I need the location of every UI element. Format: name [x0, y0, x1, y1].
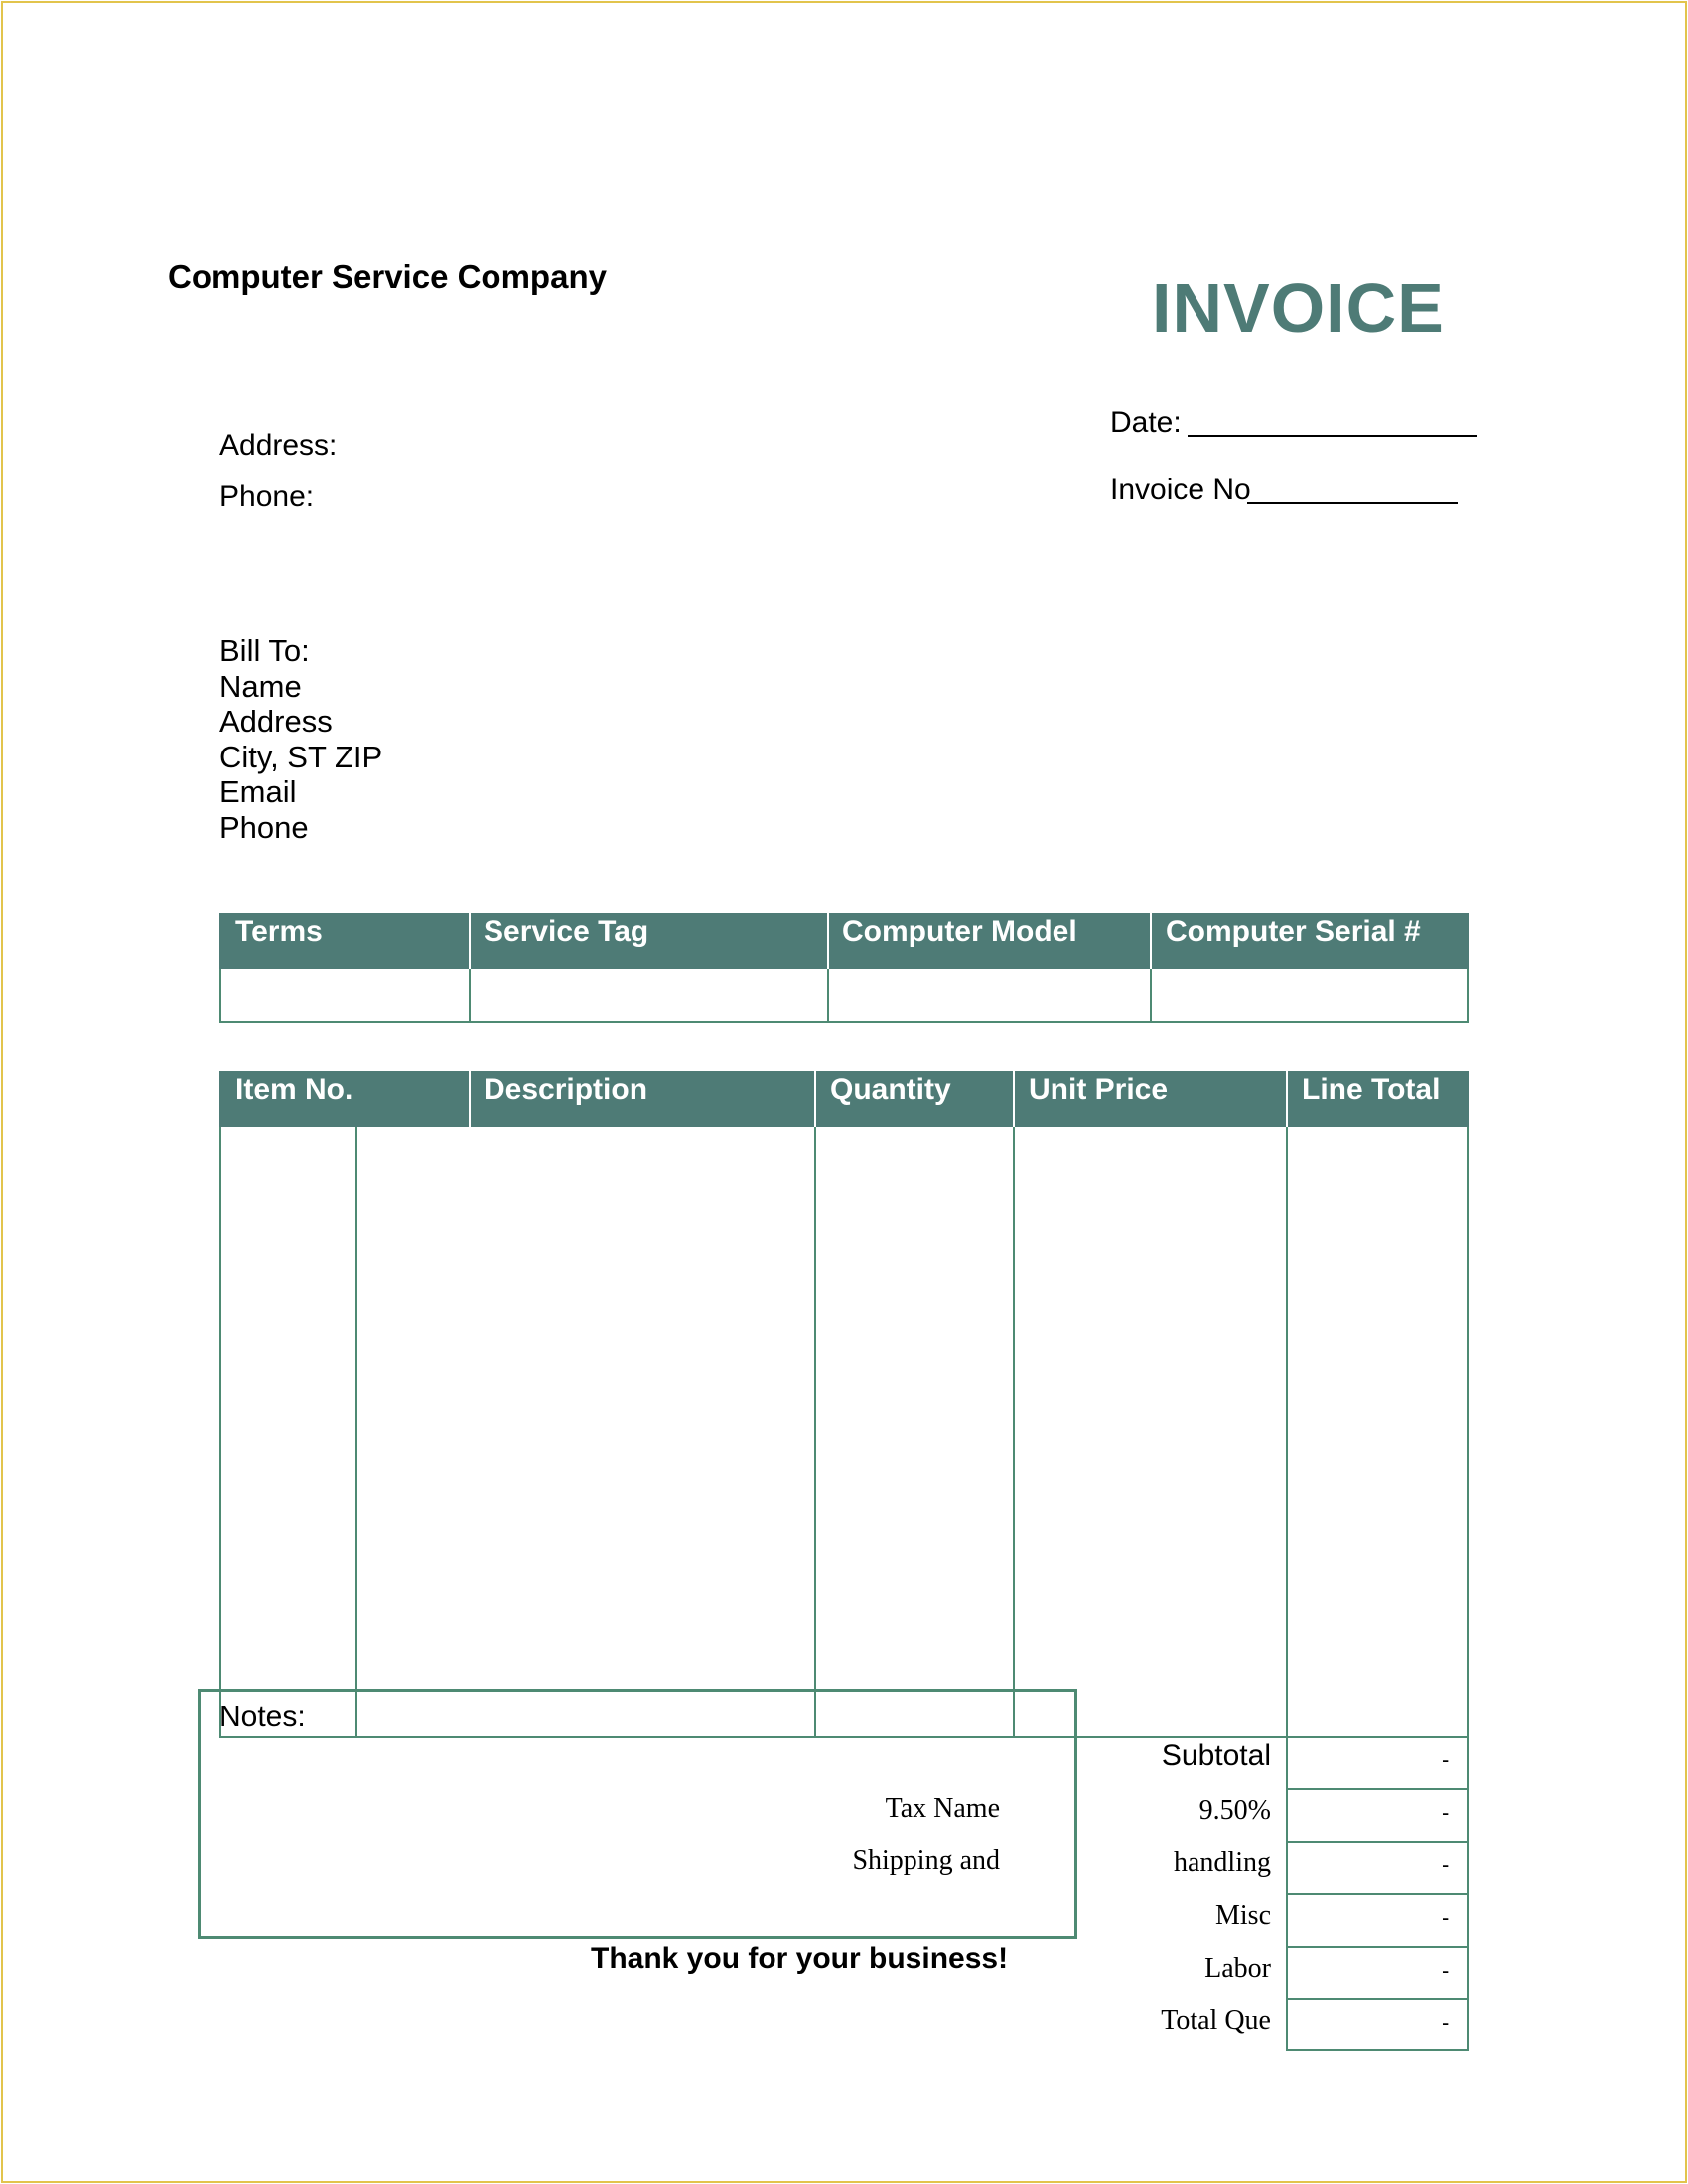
subtotal-value[interactable]: - [1442, 1747, 1450, 1772]
totals-border [1286, 1841, 1469, 1843]
subtotal-label: Subtotal [1161, 1739, 1271, 1772]
description-column[interactable] [357, 1129, 813, 1685]
header-divider [1013, 1071, 1015, 1127]
line-total-column[interactable] [1288, 1129, 1466, 1734]
invoice-title: INVOICE [1152, 269, 1445, 346]
header-divider [469, 1071, 471, 1127]
cell-border [219, 1021, 1469, 1023]
quantity-column[interactable] [816, 1129, 1012, 1685]
misc-label: Misc [1215, 1900, 1271, 1931]
totals-border [1286, 2049, 1469, 2051]
header-divider [1150, 913, 1152, 969]
totals-border [1286, 1946, 1469, 1948]
bill-to-city: City, ST ZIP [219, 739, 383, 774]
header-item-no: Item No. [235, 1073, 353, 1106]
bill-to-address: Address [219, 704, 333, 739]
handling-label: handling [1174, 1847, 1271, 1878]
unit-price-column[interactable] [1015, 1129, 1285, 1685]
bill-to-phone: Phone [219, 809, 309, 845]
bill-to-name: Name [219, 668, 302, 704]
tax-name-label: Tax Name [885, 1793, 1000, 1824]
totals-border [1286, 1998, 1469, 2000]
header-divider [814, 1071, 816, 1127]
header-service-tag: Service Tag [484, 915, 649, 948]
computer-serial-cell[interactable] [1152, 971, 1466, 1020]
header-divider [1286, 1071, 1288, 1127]
header-computer-model: Computer Model [842, 915, 1077, 948]
thank-you-message: Thank you for your business! [591, 1942, 1009, 1975]
labor-value[interactable]: - [1442, 1958, 1450, 1982]
company-name: Computer Service Company [168, 258, 607, 295]
bill-to-email: Email [219, 774, 297, 809]
misc-value[interactable]: - [1442, 1905, 1450, 1930]
shipping-label: Shipping and [852, 1845, 1000, 1876]
total-due-label: Total Que [1161, 2005, 1271, 2036]
header-quantity: Quantity [830, 1073, 951, 1106]
header-terms: Terms [235, 915, 323, 948]
header-unit-price: Unit Price [1029, 1073, 1169, 1106]
total-due-value[interactable]: - [1442, 2010, 1450, 2035]
cell-border [1467, 969, 1469, 1022]
notes-label: Notes: [219, 1701, 306, 1733]
company-phone-label: Phone: [219, 480, 315, 513]
totals-border [1286, 1788, 1469, 1790]
totals-border [1286, 1893, 1469, 1895]
header-divider [469, 913, 471, 969]
header-computer-serial: Computer Serial # [1166, 915, 1421, 948]
bill-to-heading: Bill To: [219, 633, 310, 668]
header-description: Description [484, 1073, 648, 1106]
handling-value[interactable]: - [1442, 1852, 1450, 1877]
date-label: Date: [1110, 406, 1182, 439]
tax-value[interactable]: - [1442, 1800, 1450, 1825]
totals-border [1286, 1736, 1469, 1738]
invoice-no-field[interactable] [1247, 502, 1458, 504]
item-no-column[interactable] [221, 1129, 354, 1685]
header-line-total: Line Total [1302, 1073, 1441, 1106]
bill-to-block [219, 633, 382, 845]
invoice-no-label: Invoice No [1110, 474, 1251, 506]
column-border [1467, 1127, 1469, 2050]
tax-rate-label: 9.50% [1198, 1795, 1271, 1826]
labor-label: Labor [1204, 1953, 1271, 1983]
service-tag-cell[interactable] [471, 971, 826, 1020]
header-divider [827, 913, 829, 969]
terms-cell[interactable] [221, 971, 468, 1020]
company-address-label: Address: [219, 429, 338, 462]
date-field[interactable] [1188, 435, 1477, 437]
computer-model-cell[interactable] [829, 971, 1149, 1020]
